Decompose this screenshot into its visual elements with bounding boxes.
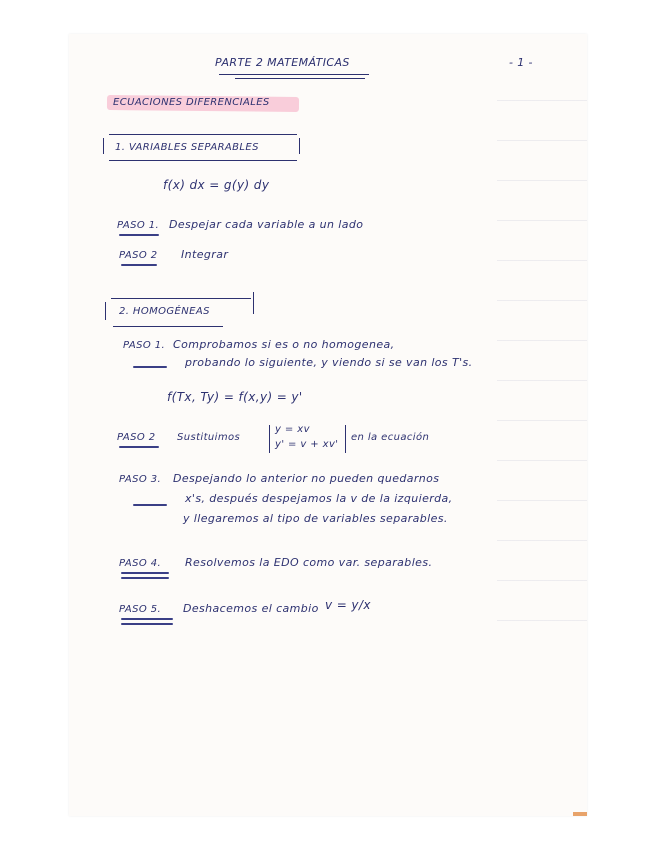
s2-step4-underline [121,572,169,574]
s2-step5-label: PASO 5. [119,604,162,615]
s2-step2-suffix: en la ecuación [351,432,430,443]
s1-step1-underline [119,234,159,236]
s2-step2-sub2: y' = v + xv' [275,439,339,450]
s2-step3-label: PASO 3. [119,474,162,485]
bleed-through [497,74,587,634]
section1-formula: f(x) dx = g(y) dy [163,178,270,192]
section2-title: 2. HOMOGÉNEAS [119,306,210,317]
section1-title: 1. VARIABLES SEPARABLES [115,142,259,153]
s2-step3-dash [133,504,167,506]
s1-step2-label: PASO 2 [119,250,158,261]
s2-step4-label: PASO 4. [119,558,162,569]
page-header-title: PARTE 2 MATEMÁTICAS [215,56,350,69]
page-number: - 1 - [509,56,533,69]
header-underline-2 [235,78,365,79]
s2-step1-line2: probando lo siguiente, y viendo si se van los T's. [185,356,473,369]
s2-step5-underline-2 [121,623,173,625]
s2-step2-brace-right [345,425,346,453]
s2-step4-text: Resolvemos la EDO como var. separables. [185,556,433,569]
section1-box-top [109,134,297,135]
main-title: ECUACIONES DIFERENCIALES [113,97,270,108]
section2-box-right [253,292,254,314]
notebook-page [69,34,587,816]
s2-step1-label: PASO 1. [123,340,166,351]
section2-box-left [105,302,106,320]
section1-box-right [299,138,300,154]
s2-step5-underline [121,618,173,620]
header-underline [219,74,369,75]
s2-step2-underline [119,446,159,448]
s2-step2-label: PASO 2 [117,432,156,443]
s2-step3-line3: y llegaremos al tipo de variables separables. [183,512,448,525]
s2-step5-text: Deshacemos el cambio [183,602,319,615]
s2-step4-underline-2 [121,577,169,579]
s2-formula: f(Tx, Ty) = f(x,y) = y' [167,390,303,404]
section1-box-left [103,138,104,154]
s1-step1-text: Despejar cada variable a un lado [169,218,364,231]
s2-step3-line2: x's, después despejamos la v de la izquierda, [185,492,453,505]
s2-step5-formula: v = y/x [325,598,371,612]
section2-box-bottom [113,326,223,327]
page-corner-mark [573,812,587,816]
s2-step1-line1: Comprobamos si es o no homogenea, [173,338,395,351]
s1-step2-underline [121,264,157,266]
s2-step2-sub1: y = xv [275,424,310,435]
s2-step1-dash [133,366,167,368]
s2-step2-brace-left [269,425,270,453]
s2-step3-line1: Despejando lo anterior no pueden quedarnos [173,472,440,485]
section2-box-top [111,298,251,299]
s1-step2-text: Integrar [181,248,229,261]
s1-step1-label: PASO 1. [117,220,160,231]
s2-step2-text: Sustituimos [177,432,241,443]
section1-box-bottom [109,160,297,161]
